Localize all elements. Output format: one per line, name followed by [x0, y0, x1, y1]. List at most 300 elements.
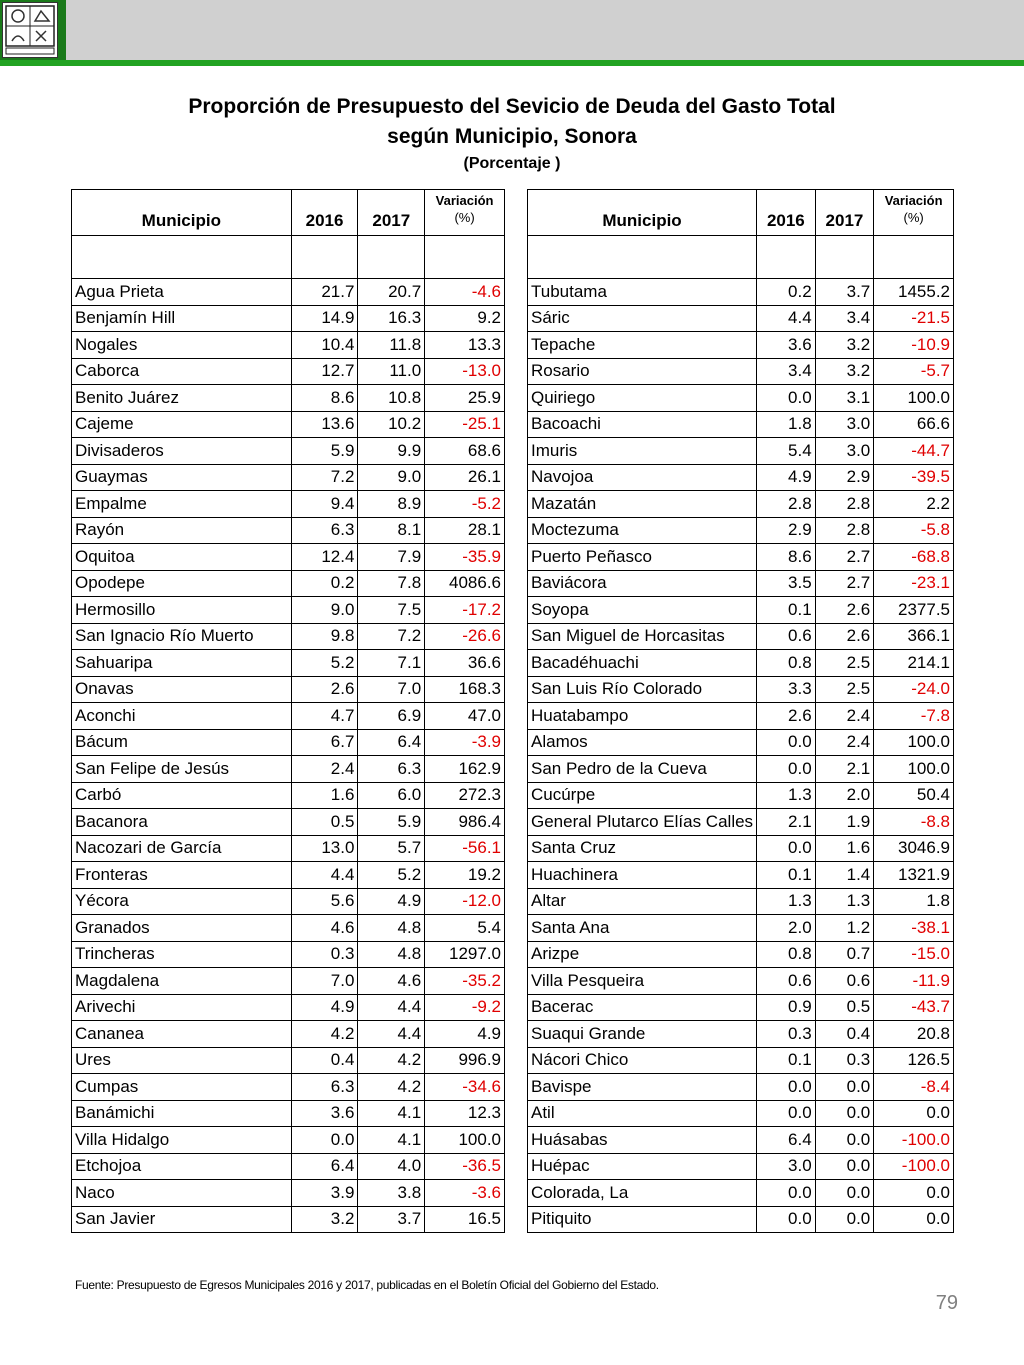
value-2017-cell: 0.7	[815, 941, 874, 968]
value-2016-cell: 0.1	[757, 1047, 816, 1074]
table-row	[72, 1021, 505, 1048]
municipio-cell: Benjamín Hill	[72, 305, 292, 332]
value-2017-cell: 6.9	[358, 703, 425, 730]
variation-cell: 0.0	[874, 1180, 954, 1207]
table-row	[72, 782, 505, 809]
variation-cell: -5.2	[425, 491, 505, 518]
value-2017-cell: 3.7	[815, 279, 874, 306]
variation-cell: 168.3	[425, 676, 505, 703]
value-2017-cell: 4.1	[358, 1127, 425, 1154]
value-2016-cell: 6.4	[291, 1153, 358, 1180]
municipio-cell: Huachinera	[528, 862, 757, 889]
municipio-cell: Nácori Chico	[528, 1047, 757, 1074]
variation-cell: -21.5	[874, 305, 954, 332]
municipio-cell: Imuris	[528, 438, 757, 465]
municipio-cell: Carbó	[72, 782, 292, 809]
table-row	[72, 1206, 505, 1233]
municipio-cell: Altar	[528, 888, 757, 915]
value-2016-cell: 3.5	[757, 570, 816, 597]
variation-cell: -5.7	[874, 358, 954, 385]
variation-cell: 100.0	[874, 729, 954, 756]
value-2017-cell: 3.2	[815, 358, 874, 385]
value-2017-cell: 7.2	[358, 623, 425, 650]
value-2017-cell: 2.5	[815, 650, 874, 677]
variation-cell: -3.9	[425, 729, 505, 756]
variation-cell: -9.2	[425, 994, 505, 1021]
municipio-cell: Naco	[72, 1180, 292, 1207]
value-2017-cell: 2.5	[815, 676, 874, 703]
table-row	[528, 703, 954, 730]
table-row	[528, 862, 954, 889]
municipio-cell: Cumpas	[72, 1074, 292, 1101]
variation-cell: 0.0	[874, 1100, 954, 1127]
value-2017-cell: 5.2	[358, 862, 425, 889]
left-data-table	[71, 189, 505, 1233]
col-header-2017: 2017	[358, 190, 425, 236]
value-2017-cell: 2.4	[815, 703, 874, 730]
value-2017-cell: 0.5	[815, 994, 874, 1021]
value-2016-cell: 9.4	[291, 491, 358, 518]
value-2016-cell: 13.6	[291, 411, 358, 438]
page-number: 79	[935, 1292, 958, 1314]
municipio-cell: Nacozari de García	[72, 835, 292, 862]
value-2016-cell: 6.7	[291, 729, 358, 756]
table-row	[528, 1127, 954, 1154]
variation-cell: 66.6	[874, 411, 954, 438]
variation-cell: -17.2	[425, 597, 505, 624]
left-table-body	[72, 279, 505, 1233]
value-2016-cell: 3.0	[757, 1153, 816, 1180]
variation-cell: 28.1	[425, 517, 505, 544]
value-2016-cell: 7.2	[291, 464, 358, 491]
municipio-cell: Bacadéhuachi	[528, 650, 757, 677]
value-2017-cell: 6.3	[358, 756, 425, 783]
col-header-2017-right: 2017	[815, 190, 874, 236]
table-row	[72, 623, 505, 650]
table-row	[72, 729, 505, 756]
value-2017-cell: 4.8	[358, 915, 425, 942]
municipio-cell: Caborca	[72, 358, 292, 385]
municipio-cell: Atil	[528, 1100, 757, 1127]
variation-cell: 26.1	[425, 464, 505, 491]
value-2016-cell: 0.8	[757, 941, 816, 968]
value-2017-cell: 3.2	[815, 332, 874, 359]
table-row	[72, 941, 505, 968]
table-row	[72, 1100, 505, 1127]
variation-cell: 12.3	[425, 1100, 505, 1127]
table-row	[528, 332, 954, 359]
value-2017-cell: 0.6	[815, 968, 874, 995]
value-2017-cell: 5.7	[358, 835, 425, 862]
variation-cell: 68.6	[425, 438, 505, 465]
value-2017-cell: 20.7	[358, 279, 425, 306]
municipio-cell: Empalme	[72, 491, 292, 518]
municipio-cell: Soyopa	[528, 597, 757, 624]
value-2016-cell: 12.4	[291, 544, 358, 571]
value-2017-cell: 1.2	[815, 915, 874, 942]
value-2017-cell: 7.9	[358, 544, 425, 571]
table-row	[528, 1021, 954, 1048]
value-2016-cell: 9.8	[291, 623, 358, 650]
variation-cell: -44.7	[874, 438, 954, 465]
value-2017-cell: 4.8	[358, 941, 425, 968]
municipio-cell: Rayón	[72, 517, 292, 544]
variation-cell: 0.0	[874, 1206, 954, 1233]
value-2016-cell: 3.6	[757, 332, 816, 359]
table-row	[72, 703, 505, 730]
table-row	[528, 623, 954, 650]
value-2016-cell: 4.9	[757, 464, 816, 491]
municipio-cell: Alamos	[528, 729, 757, 756]
table-row	[528, 464, 954, 491]
value-2017-cell: 3.1	[815, 385, 874, 412]
value-2016-cell: 8.6	[291, 385, 358, 412]
value-2016-cell: 3.4	[757, 358, 816, 385]
col-header-variacion: Variación (%)	[425, 190, 505, 236]
municipio-cell: San Pedro de la Cueva	[528, 756, 757, 783]
value-2016-cell: 2.0	[757, 915, 816, 942]
municipio-cell: General Plutarco Elías Calles	[528, 809, 757, 836]
municipio-cell: Tubutama	[528, 279, 757, 306]
value-2017-cell: 4.6	[358, 968, 425, 995]
variation-cell: 19.2	[425, 862, 505, 889]
value-2017-cell: 0.0	[815, 1127, 874, 1154]
municipio-cell: Huatabampo	[528, 703, 757, 730]
value-2016-cell: 0.0	[757, 1180, 816, 1207]
value-2016-cell: 1.8	[757, 411, 816, 438]
table-row	[528, 756, 954, 783]
value-2016-cell: 0.1	[757, 597, 816, 624]
value-2017-cell: 3.0	[815, 438, 874, 465]
table-row	[528, 915, 954, 942]
value-2017-cell: 0.0	[815, 1074, 874, 1101]
municipio-cell: Santa Cruz	[528, 835, 757, 862]
value-2016-cell: 0.6	[757, 623, 816, 650]
variation-cell: -34.6	[425, 1074, 505, 1101]
municipio-cell: Santa Ana	[528, 915, 757, 942]
table-row	[528, 1100, 954, 1127]
table-row	[72, 464, 505, 491]
municipio-cell: Bacoachi	[528, 411, 757, 438]
table-row	[72, 597, 505, 624]
table-row	[528, 888, 954, 915]
value-2017-cell: 4.0	[358, 1153, 425, 1180]
value-2016-cell: 12.7	[291, 358, 358, 385]
table-row	[528, 994, 954, 1021]
variation-cell: 272.3	[425, 782, 505, 809]
col-header-municipio-right: Municipio	[528, 190, 757, 236]
value-2016-cell: 1.3	[757, 782, 816, 809]
table-row	[72, 862, 505, 889]
variation-cell: -23.1	[874, 570, 954, 597]
table-row	[72, 305, 505, 332]
value-2016-cell: 4.6	[291, 915, 358, 942]
variation-cell: -24.0	[874, 676, 954, 703]
value-2017-cell: 16.3	[358, 305, 425, 332]
value-2017-cell: 0.0	[815, 1180, 874, 1207]
value-2016-cell: 5.6	[291, 888, 358, 915]
table-row	[528, 941, 954, 968]
table-row	[72, 358, 505, 385]
variation-cell: 9.2	[425, 305, 505, 332]
value-2017-cell: 6.0	[358, 782, 425, 809]
table-row	[528, 597, 954, 624]
variation-cell: -68.8	[874, 544, 954, 571]
value-2017-cell: 0.0	[815, 1100, 874, 1127]
table-row	[528, 544, 954, 571]
variation-cell: -35.2	[425, 968, 505, 995]
variation-cell: 25.9	[425, 385, 505, 412]
variation-cell: 47.0	[425, 703, 505, 730]
value-2016-cell: 2.6	[291, 676, 358, 703]
value-2016-cell: 4.4	[291, 862, 358, 889]
value-2016-cell: 13.0	[291, 835, 358, 862]
variation-cell: 36.6	[425, 650, 505, 677]
value-2017-cell: 6.4	[358, 729, 425, 756]
municipio-cell: Suaqui Grande	[528, 1021, 757, 1048]
municipio-cell: Hermosillo	[72, 597, 292, 624]
variation-cell: -39.5	[874, 464, 954, 491]
table-row	[72, 676, 505, 703]
value-2017-cell: 7.0	[358, 676, 425, 703]
table-row	[528, 1180, 954, 1207]
variation-cell: 100.0	[874, 385, 954, 412]
municipio-cell: Opodepe	[72, 570, 292, 597]
value-2017-cell: 3.0	[815, 411, 874, 438]
value-2017-cell: 7.1	[358, 650, 425, 677]
municipio-cell: Divisaderos	[72, 438, 292, 465]
municipio-cell: Cananea	[72, 1021, 292, 1048]
value-2017-cell: 1.9	[815, 809, 874, 836]
value-2017-cell: 2.8	[815, 491, 874, 518]
value-2017-cell: 9.9	[358, 438, 425, 465]
value-2016-cell: 0.0	[757, 729, 816, 756]
value-2016-cell: 2.1	[757, 809, 816, 836]
table-row	[528, 676, 954, 703]
table-row	[528, 782, 954, 809]
table-row	[72, 1047, 505, 1074]
municipio-cell: Cajeme	[72, 411, 292, 438]
variation-cell: 20.8	[874, 1021, 954, 1048]
municipio-cell: Yécora	[72, 888, 292, 915]
municipio-cell: Huépac	[528, 1153, 757, 1180]
table-row	[72, 1074, 505, 1101]
value-2017-cell: 0.0	[815, 1153, 874, 1180]
table-row	[528, 517, 954, 544]
value-2016-cell: 6.4	[757, 1127, 816, 1154]
value-2016-cell: 0.0	[757, 835, 816, 862]
variation-cell: -56.1	[425, 835, 505, 862]
value-2016-cell: 1.3	[757, 888, 816, 915]
variation-cell: -8.4	[874, 1074, 954, 1101]
value-2017-cell: 1.3	[815, 888, 874, 915]
municipio-cell: Banámichi	[72, 1100, 292, 1127]
table-row	[528, 650, 954, 677]
table-row	[528, 968, 954, 995]
value-2017-cell: 2.7	[815, 570, 874, 597]
value-2016-cell: 2.4	[291, 756, 358, 783]
municipio-cell: San Ignacio Río Muerto	[72, 623, 292, 650]
variation-cell: -3.6	[425, 1180, 505, 1207]
table-row	[72, 411, 505, 438]
municipio-cell: Navojoa	[528, 464, 757, 491]
table-row	[528, 358, 954, 385]
municipio-cell: Benito Juárez	[72, 385, 292, 412]
table-row	[72, 994, 505, 1021]
municipio-cell: Tepache	[528, 332, 757, 359]
variation-cell: -7.8	[874, 703, 954, 730]
municipio-cell: Oquitoa	[72, 544, 292, 571]
municipio-cell: Bacerac	[528, 994, 757, 1021]
value-2017-cell: 4.2	[358, 1074, 425, 1101]
value-2017-cell: 2.7	[815, 544, 874, 571]
municipio-cell: Huásabas	[528, 1127, 757, 1154]
value-2017-cell: 4.4	[358, 1021, 425, 1048]
header-accent-line	[0, 60, 1024, 66]
header-bar	[0, 0, 1024, 66]
municipio-cell: Pitiquito	[528, 1206, 757, 1233]
value-2016-cell: 3.2	[291, 1206, 358, 1233]
page-subtitle: (Porcentaje )	[463, 155, 561, 172]
table-row	[528, 438, 954, 465]
variation-cell: -26.6	[425, 623, 505, 650]
table-row	[72, 332, 505, 359]
value-2016-cell: 2.8	[757, 491, 816, 518]
table-row	[72, 570, 505, 597]
value-2017-cell: 2.8	[815, 517, 874, 544]
table-row	[72, 809, 505, 836]
value-2016-cell: 2.6	[757, 703, 816, 730]
value-2017-cell: 0.4	[815, 1021, 874, 1048]
value-2017-cell: 1.4	[815, 862, 874, 889]
variation-cell: -4.6	[425, 279, 505, 306]
municipio-cell: Bácum	[72, 729, 292, 756]
table-row	[528, 570, 954, 597]
variation-cell: 100.0	[425, 1127, 505, 1154]
municipio-cell: San Miguel de Horcasitas	[528, 623, 757, 650]
municipio-cell: Sahuaripa	[72, 650, 292, 677]
variation-cell: 4.9	[425, 1021, 505, 1048]
municipio-cell: Ures	[72, 1047, 292, 1074]
value-2016-cell: 0.0	[291, 1127, 358, 1154]
value-2016-cell: 0.0	[757, 1074, 816, 1101]
table-row	[72, 1127, 505, 1154]
municipio-cell: Villa Pesqueira	[528, 968, 757, 995]
value-2016-cell: 4.7	[291, 703, 358, 730]
value-2017-cell: 0.3	[815, 1047, 874, 1074]
municipio-cell: Fronteras	[72, 862, 292, 889]
col-header-2016: 2016	[291, 190, 358, 236]
value-2016-cell: 0.3	[757, 1021, 816, 1048]
variation-cell: 13.3	[425, 332, 505, 359]
municipio-cell: Bacanora	[72, 809, 292, 836]
table-row	[528, 305, 954, 332]
value-2016-cell: 0.2	[757, 279, 816, 306]
value-2017-cell: 2.6	[815, 597, 874, 624]
value-2016-cell: 0.5	[291, 809, 358, 836]
municipio-cell: Moctezuma	[528, 517, 757, 544]
value-2017-cell: 8.9	[358, 491, 425, 518]
variation-cell: -15.0	[874, 941, 954, 968]
value-2016-cell: 5.4	[757, 438, 816, 465]
variation-cell: 100.0	[874, 756, 954, 783]
value-2016-cell: 10.4	[291, 332, 358, 359]
value-2017-cell: 4.1	[358, 1100, 425, 1127]
value-2016-cell: 1.6	[291, 782, 358, 809]
variation-cell: -11.9	[874, 968, 954, 995]
municipio-cell: Etchojoa	[72, 1153, 292, 1180]
municipio-cell: Granados	[72, 915, 292, 942]
table-row	[528, 1206, 954, 1233]
table-row	[72, 438, 505, 465]
header-logo-panel	[0, 0, 66, 66]
value-2016-cell: 0.0	[757, 756, 816, 783]
value-2017-cell: 7.8	[358, 570, 425, 597]
municipio-cell: Arivechi	[72, 994, 292, 1021]
table-row	[528, 279, 954, 306]
table-row	[72, 888, 505, 915]
value-2017-cell: 11.8	[358, 332, 425, 359]
value-2017-cell: 10.8	[358, 385, 425, 412]
variation-cell: 986.4	[425, 809, 505, 836]
value-2017-cell: 2.0	[815, 782, 874, 809]
variation-cell: -100.0	[874, 1127, 954, 1154]
municipio-cell: San Luis Río Colorado	[528, 676, 757, 703]
value-2017-cell: 3.4	[815, 305, 874, 332]
value-2016-cell: 4.4	[757, 305, 816, 332]
value-2017-cell: 11.0	[358, 358, 425, 385]
variation-cell: 16.5	[425, 1206, 505, 1233]
variation-cell: -100.0	[874, 1153, 954, 1180]
municipio-cell: Cucúrpe	[528, 782, 757, 809]
value-2017-cell: 2.4	[815, 729, 874, 756]
page-title-line2: según Municipio, Sonora	[387, 125, 637, 148]
value-2016-cell: 0.0	[757, 385, 816, 412]
variation-cell: -36.5	[425, 1153, 505, 1180]
value-2017-cell: 3.7	[358, 1206, 425, 1233]
value-2016-cell: 0.4	[291, 1047, 358, 1074]
table-row	[72, 915, 505, 942]
table-row	[72, 517, 505, 544]
value-2016-cell: 8.6	[757, 544, 816, 571]
municipio-cell: Sáric	[528, 305, 757, 332]
table-row	[72, 491, 505, 518]
value-2016-cell: 21.7	[291, 279, 358, 306]
col-header-variacion-right: Variación (%)	[874, 190, 954, 236]
value-2017-cell: 4.9	[358, 888, 425, 915]
municipio-cell: Agua Prieta	[72, 279, 292, 306]
table-row	[528, 729, 954, 756]
table-row	[72, 756, 505, 783]
municipio-cell: Nogales	[72, 332, 292, 359]
variation-cell: 1455.2	[874, 279, 954, 306]
table-row	[528, 1153, 954, 1180]
table-row	[72, 650, 505, 677]
table-row	[528, 385, 954, 412]
variation-cell: 996.9	[425, 1047, 505, 1074]
value-2016-cell: 6.3	[291, 1074, 358, 1101]
variation-cell: -10.9	[874, 332, 954, 359]
value-2016-cell: 7.0	[291, 968, 358, 995]
variation-cell: -25.1	[425, 411, 505, 438]
value-2016-cell: 2.9	[757, 517, 816, 544]
value-2016-cell: 0.8	[757, 650, 816, 677]
table-row	[72, 968, 505, 995]
variation-cell: 126.5	[874, 1047, 954, 1074]
table-row	[72, 835, 505, 862]
municipio-cell: Bavispe	[528, 1074, 757, 1101]
variation-cell: -13.0	[425, 358, 505, 385]
